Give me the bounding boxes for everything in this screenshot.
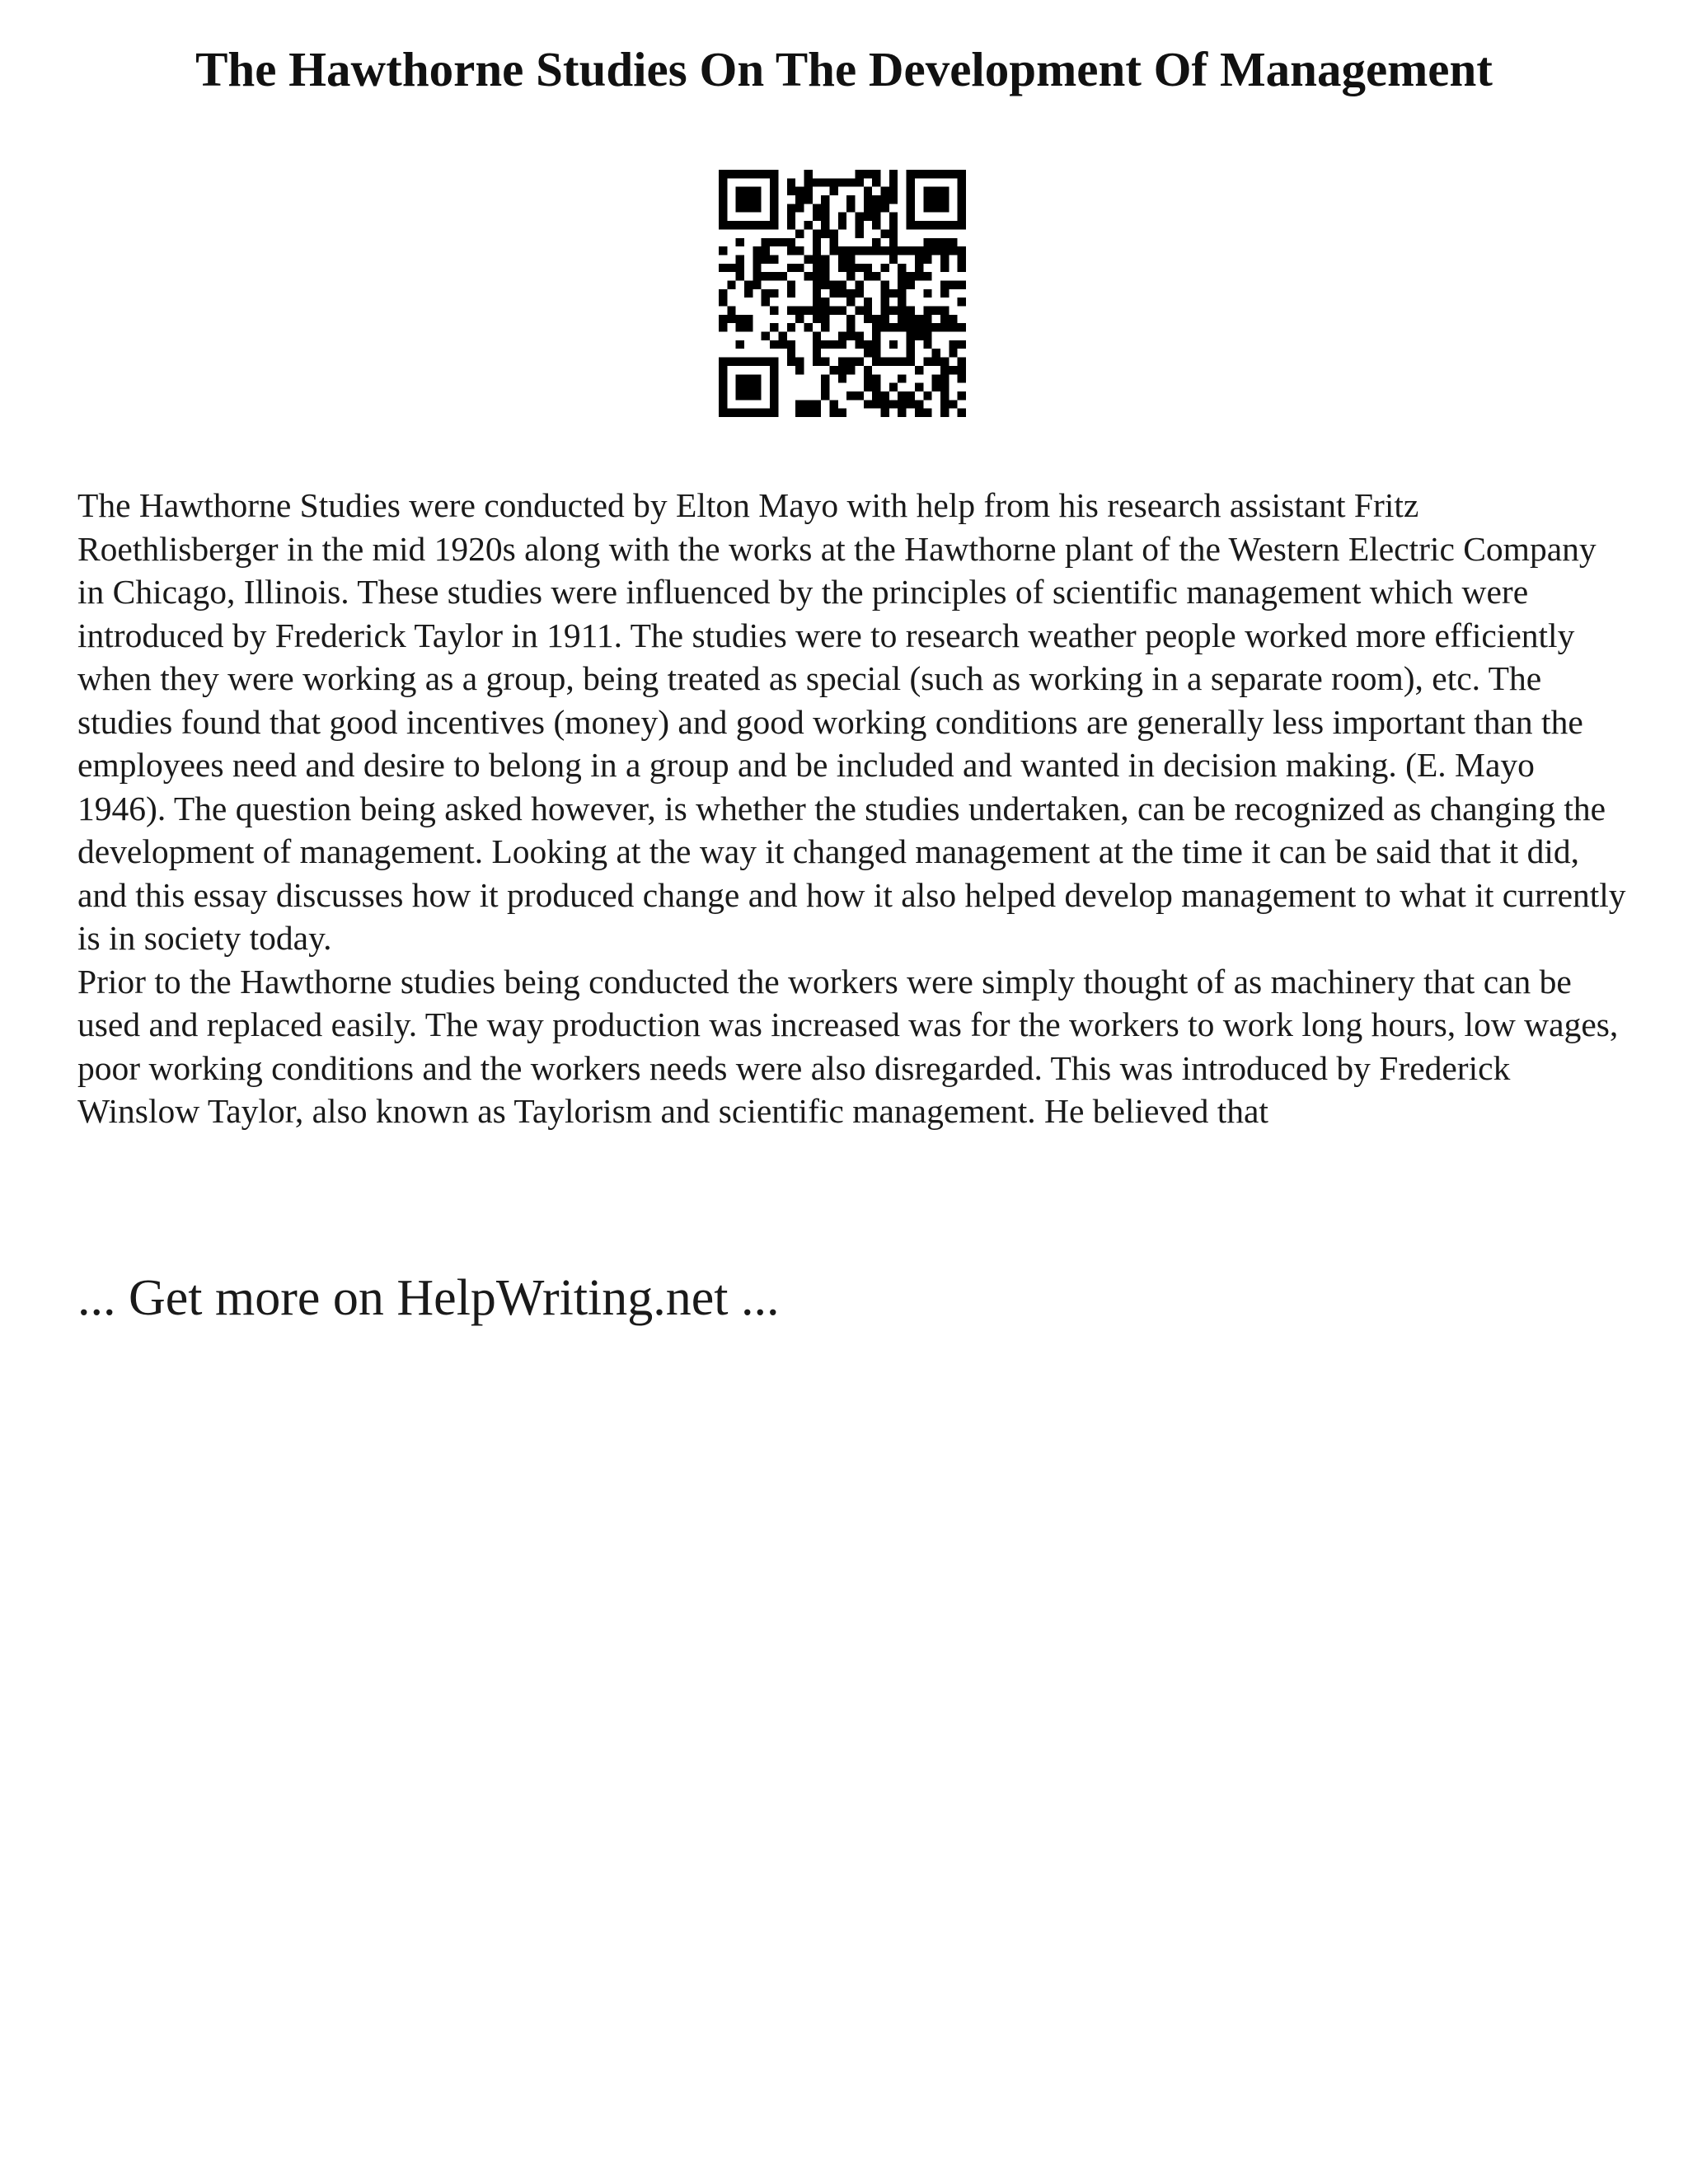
paragraph-2: Prior to the Hawthorne studies being conducted the workers were simply thought of as machinery that can be used and replaced easily. The way production was increased was for the workers to work long hours, low wages, poor working conditions and the workers needs were also disregarded. This was introduced by Frederick Winslow Taylor, also known as Taylorism and scientific management. He believed that	[77, 962, 1619, 1130]
qr-code-icon[interactable]	[719, 170, 966, 417]
document-title: The Hawthorne Studies On The Development Of Management	[195, 42, 1493, 96]
essay-body	[77, 484, 1627, 1133]
get-more-link[interactable]: ... Get more on HelpWriting.net ...	[77, 1270, 780, 1326]
paragraph-1: The Hawthorne Studies were conducted by Elton Mayo with help from his research assistant Fritz Roethlisberger in the mid 1920s along with the works at the Hawthorne plant of the Western Electric Company in Chicago, Illinois. These studies were influenced by the principles of scientific management which were introduced by Frederick Taylor in 1911. The studies were to research weather people worked more efficiently when they were working as a group, being treated as special (such as working in a separate room), etc. The studies found that good incentives (money) and good working conditions are generally less important than the employees need and desire to belong in a group and be included and wanted in decision making. (E. Mayo 1946). The question being asked however, is whether the studies undertaken, can be recognized as changing the development of management. Looking at the way it changed management at the time it can be said that it did, and this essay discusses how it produced change and how it also helped develop management to what it currently is in society today.	[77, 486, 1626, 957]
qr-code-graphic	[719, 170, 966, 417]
